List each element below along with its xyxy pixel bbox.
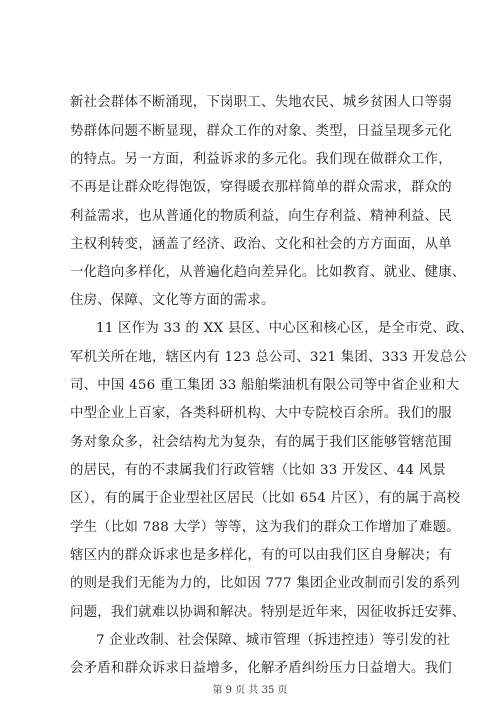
- body-text-line: 的特点。另一方面，利益诉求的多元化。我们现在做群众工作，: [70, 152, 452, 167]
- body-text-line: 军机关所在地，辖区内有 123 总公司、321 集团、333 开发总公: [70, 350, 468, 365]
- paragraph-first-line: 7 企业改制、社会保障、城市管理（拆违控违）等引发的社: [96, 633, 451, 648]
- body-text-line: 住房、保障、文化等方面的需求。: [70, 293, 275, 308]
- body-text-line: 区），有的属于企业型社区居民（比如 654 片区），有的属于高校: [70, 491, 461, 506]
- body-text-line: 一化趋向多样化，从普遍化趋向差异化。比如教育、就业、健康、: [70, 265, 466, 280]
- body-text-line: 务对象众多，社会结构尤为复杂，有的属于我们区能够管辖范围: [70, 435, 452, 450]
- body-text-line: 利益需求，也从普通化的物质利益，向生存利益、精神利益、民: [70, 209, 452, 224]
- paragraph-first-line: 11 区作为 33 的 XX 县区、中心区和核心区，是全市党、政、: [96, 321, 474, 336]
- body-text-line: 司、中国 456 重工集团 33 船舶柴油机有限公司等中省企业和大: [70, 378, 460, 393]
- body-text-line: 势群体问题不断显现，群众工作的对象、类型，日益呈现多元化: [70, 124, 452, 139]
- body-text-line: 不再是让群众吃得饱饭，穿得暖衣那样简单的群众需求，群众的: [70, 180, 452, 195]
- body-text-line: 问题，我们就难以协调和解决。特别是近年来，因征收拆迁安葬、: [70, 605, 466, 620]
- page-number-footer: 第 9 页 共 35 页: [212, 685, 288, 696]
- body-text-line: 的则是我们无能为力的，比如因 777 集团企业改制而引发的系列: [70, 576, 460, 591]
- body-text-line: 学生（比如 788 大学）等等，这为我们的群众工作增加了难题。: [70, 520, 460, 535]
- body-text-line: 中型企业上百家，各类科研机构、大中专院校百余所。我们的服: [70, 406, 452, 421]
- body-text-line: 新社会群体不断涌现，下岗职工、失地农民、城乡贫困人口等弱: [70, 95, 452, 110]
- body-text-line: 主权利转变，涵盖了经济、政治、文化和社会的方方面面，从单: [70, 237, 452, 252]
- body-text-line: 辖区内的群众诉求也是多样化，有的可以由我们区自身解决；有: [70, 548, 452, 563]
- body-text-line: 会矛盾和群众诉求日益增多，化解矛盾纠纷压力日益增大。我们: [70, 661, 452, 676]
- body-text-line: 的居民，有的不隶属我们行政管辖（比如 33 开发区、44 风景: [70, 463, 446, 478]
